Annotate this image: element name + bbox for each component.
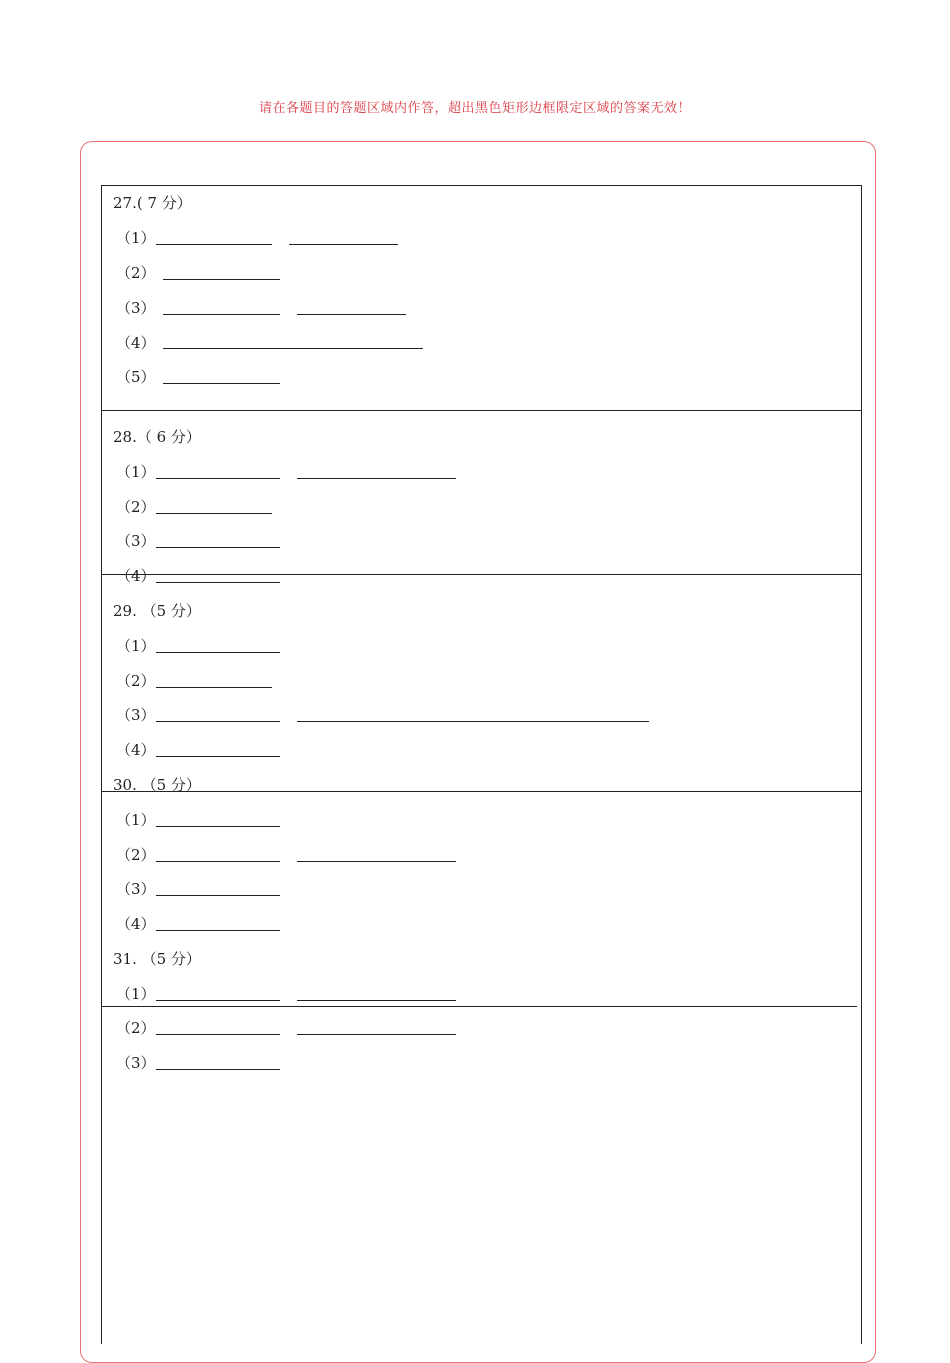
part-label: （4） [116,334,156,352]
answer-blank[interactable] [297,478,456,479]
section-divider [101,1006,857,1007]
answer-blank[interactable] [156,861,280,862]
part-label: （3） [116,532,156,550]
answer-blank[interactable] [156,756,280,757]
part-label: （1） [116,985,156,1003]
answer-region-border [80,141,876,1363]
answer-blank[interactable] [297,1034,456,1035]
answer-blank[interactable] [163,348,423,349]
answer-blank[interactable] [156,1034,280,1035]
part-label: （1） [116,811,156,829]
answer-blank[interactable] [297,1000,456,1001]
notice-text: 请在各题目的答题区域内作答，超出黑色矩形边框限定区域的答案无效！ [258,101,691,116]
answer-blank[interactable] [156,895,280,896]
part-label: （4） [116,567,156,585]
answer-blank[interactable] [297,861,456,862]
answer-blank[interactable] [156,721,280,722]
part-label: （4） [116,915,156,933]
part-label: （2） [116,672,156,690]
answer-blank[interactable] [156,687,272,688]
part-label: （1） [116,463,156,481]
answer-blank[interactable] [156,478,280,479]
answer-blank[interactable] [156,547,280,548]
section-divider [101,791,862,792]
answer-blank[interactable] [156,582,280,583]
answer-blank[interactable] [297,721,649,722]
answer-blank[interactable] [163,383,280,384]
answer-blank[interactable] [163,314,280,315]
part-label: （1） [116,637,156,655]
answer-blank[interactable] [156,1069,280,1070]
answer-blank[interactable] [289,244,398,245]
box-right-border [861,185,862,1344]
section-divider [101,574,862,575]
box-left-border [101,185,102,1344]
question-title: 28.（ 6 分） [113,428,201,446]
answer-blank[interactable] [156,1000,280,1001]
question-title: 29. （5 分） [113,602,201,620]
part-label: （2） [116,264,156,282]
answer-blank[interactable] [156,826,280,827]
part-label: （5） [116,368,156,386]
part-label: （3） [116,706,156,724]
answer-blank[interactable] [297,314,406,315]
answer-blank[interactable] [156,652,280,653]
question-title: 31. （5 分） [113,950,201,968]
part-label: （4） [116,741,156,759]
box-top-border [101,185,862,186]
part-label: （3） [116,299,156,317]
question-title: 27.( 7 分） [113,194,192,212]
answer-blank[interactable] [163,279,280,280]
answer-blank[interactable] [156,930,280,931]
part-label: （2） [116,1019,156,1037]
part-label: （3） [116,1054,156,1072]
part-label: （1） [116,229,156,247]
question-title: 30. （5 分） [113,776,201,794]
part-label: （2） [116,846,156,864]
part-label: （2） [116,498,156,516]
section-divider [101,410,862,411]
part-label: （3） [116,880,156,898]
answer-blank[interactable] [156,513,272,514]
answer-blank[interactable] [156,244,272,245]
